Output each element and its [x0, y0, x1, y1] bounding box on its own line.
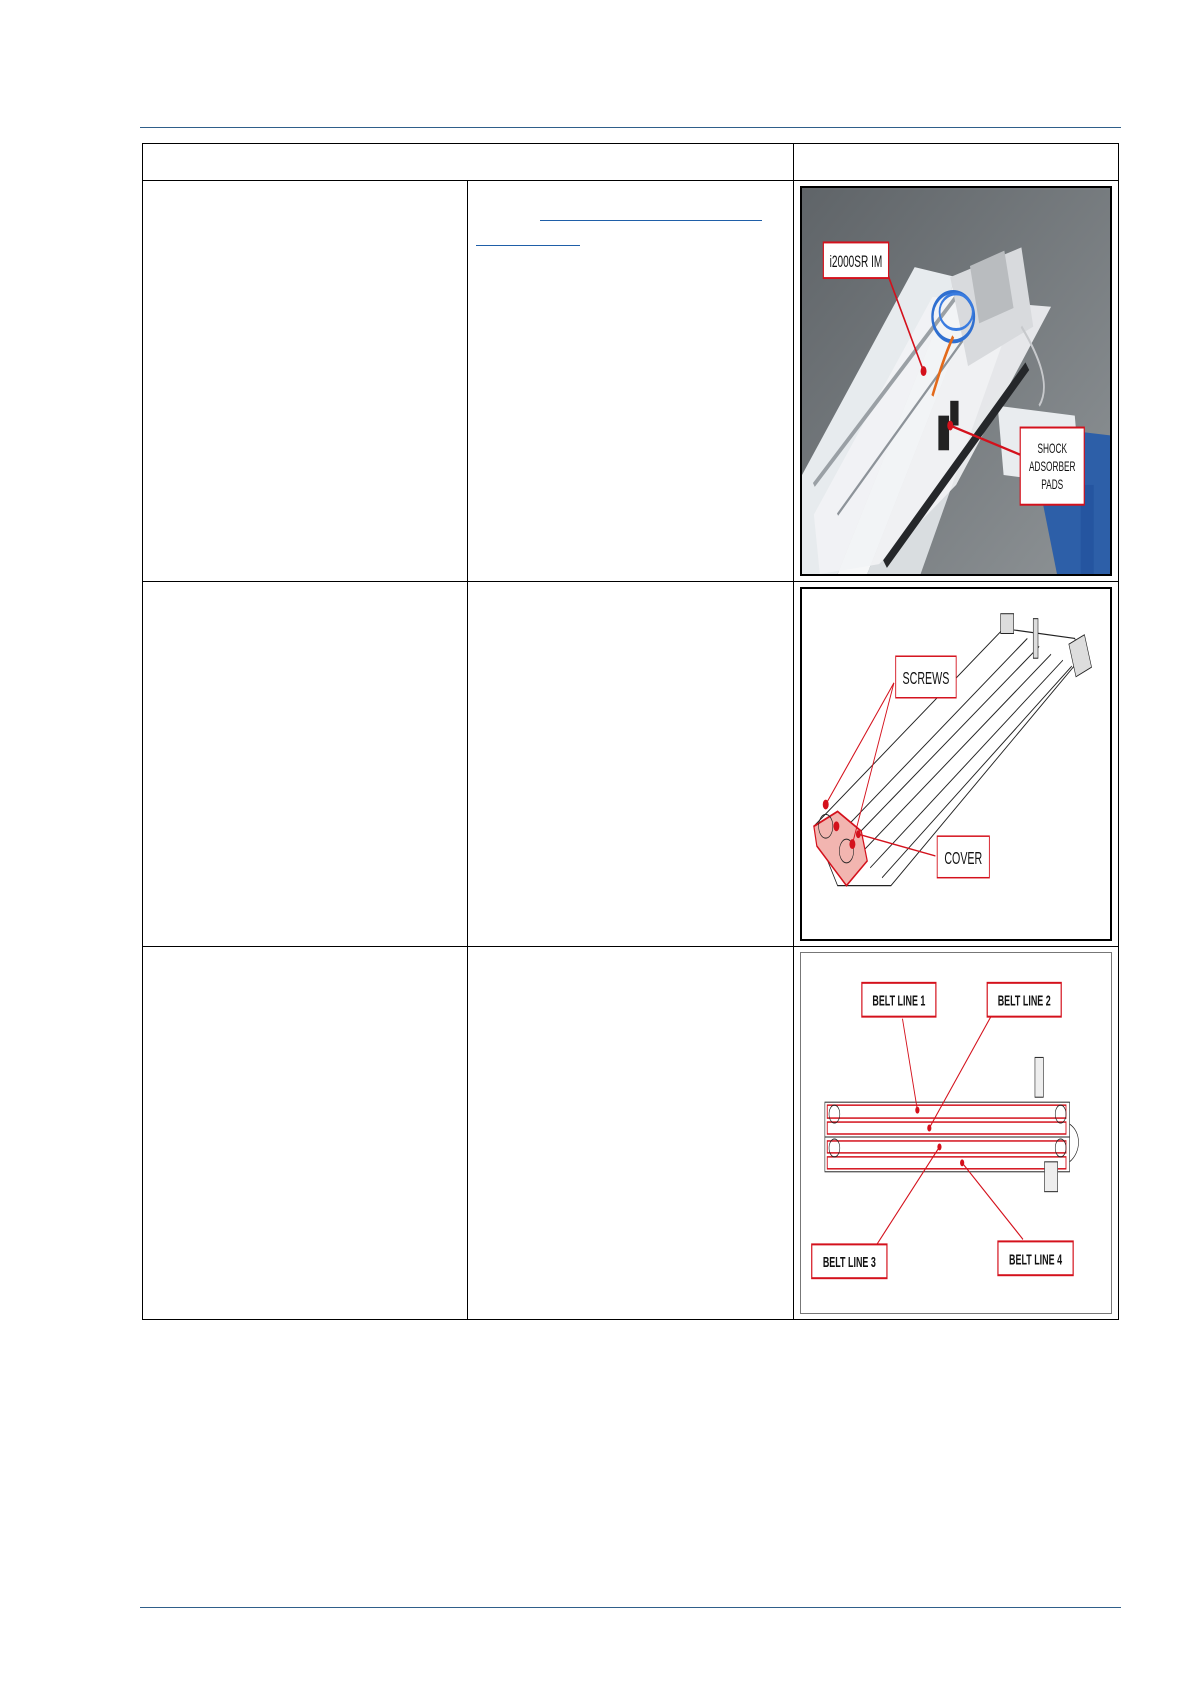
- step-number: [143, 582, 468, 947]
- step-text: [468, 947, 792, 969]
- bottom-rule: [140, 1607, 1121, 1608]
- step-link-continued[interactable]: [476, 228, 580, 246]
- callout-screws: SCREWS: [902, 669, 949, 689]
- callout-adsorber: ADSORBER: [1028, 460, 1076, 475]
- table-header-row: [143, 144, 1119, 181]
- callout-belt-line-2: BELT LINE 2: [997, 992, 1051, 1010]
- top-rule: [140, 127, 1121, 128]
- figure-cell: [793, 947, 1118, 1320]
- callout-pads: PADS: [1040, 477, 1063, 493]
- header-step-column: [143, 144, 794, 181]
- step-number: [143, 947, 468, 1320]
- figure-cell: [793, 181, 1118, 582]
- callout-cover: COVER: [943, 849, 982, 869]
- step-link[interactable]: [540, 203, 762, 221]
- table-row: [143, 181, 1119, 582]
- figure-cell: [793, 582, 1118, 947]
- step-description: [468, 947, 793, 1320]
- drawing-illustration: [802, 589, 1110, 939]
- step-description: [468, 582, 793, 947]
- instrument-module-photo: [800, 186, 1112, 576]
- callout-shock: SHOCK: [1037, 442, 1067, 457]
- procedure-table: [142, 143, 1119, 1320]
- callout-i2000sr-im: i2000SR IM: [829, 251, 882, 271]
- step-number: [143, 181, 468, 582]
- table-row: [143, 947, 1119, 1320]
- belt-lines-drawing: [800, 952, 1112, 1314]
- step-description: [468, 181, 793, 582]
- photo-illustration: [802, 188, 1110, 574]
- callout-belt-line-1: BELT LINE 1: [872, 992, 926, 1010]
- table-row: [143, 582, 1119, 947]
- belt-drawing-illustration: [801, 953, 1111, 1313]
- header-figure-column: [793, 144, 1118, 181]
- callout-belt-line-4: BELT LINE 4: [1008, 1250, 1062, 1268]
- callout-belt-line-3: BELT LINE 3: [822, 1253, 876, 1271]
- step-text: [468, 582, 792, 604]
- conveyor-cover-drawing: [800, 587, 1112, 941]
